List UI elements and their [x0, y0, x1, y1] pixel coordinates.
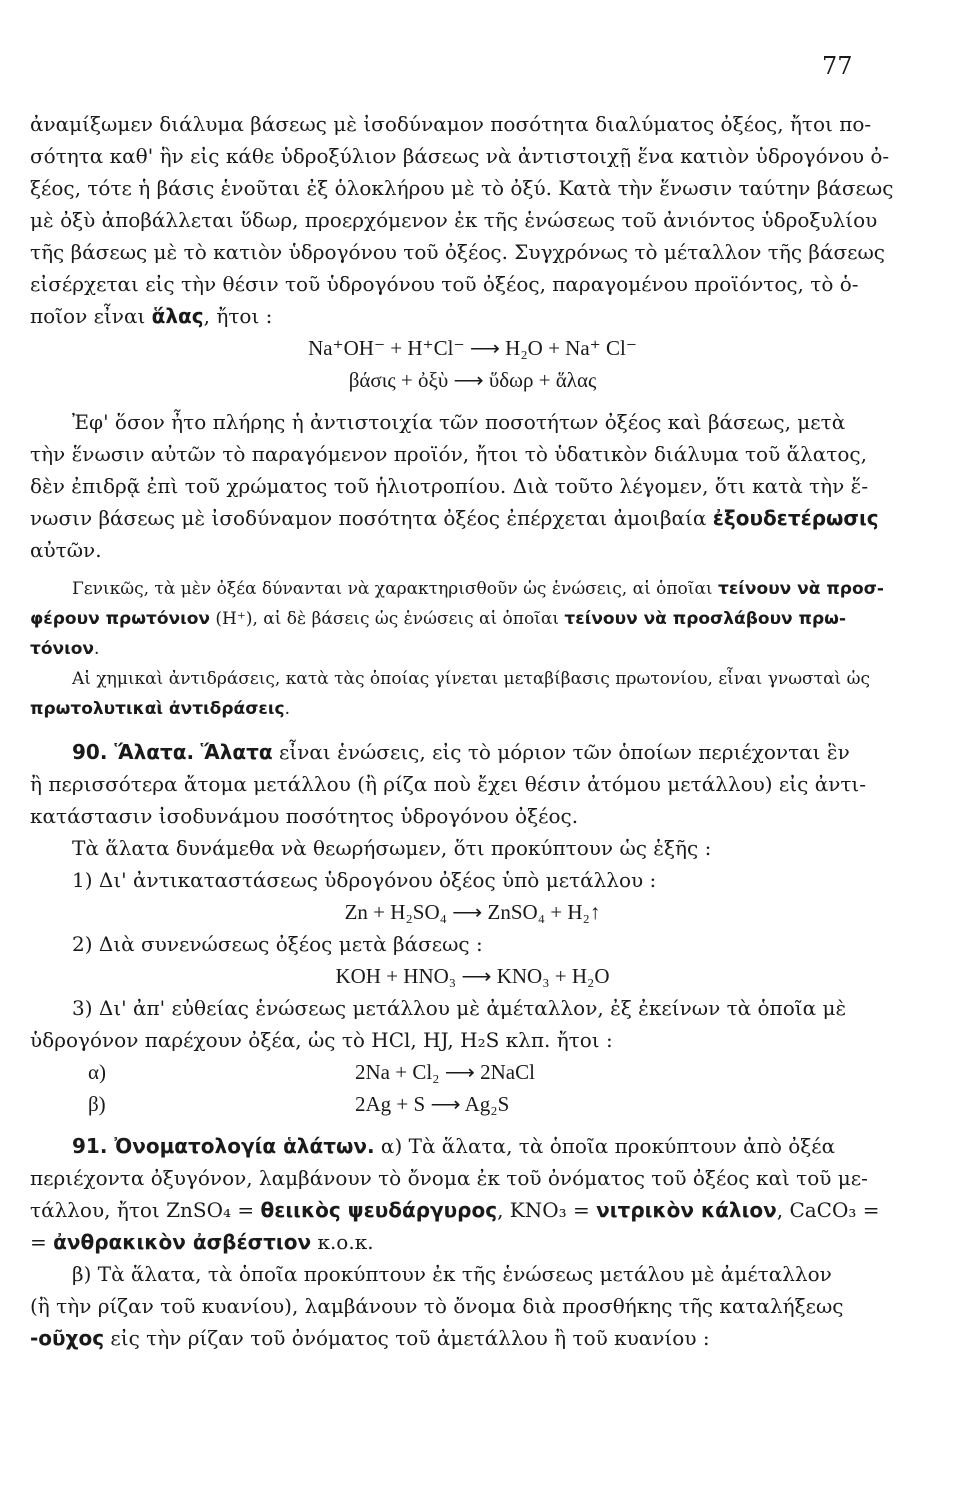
bold-span: τείνουν νὰ προσ- [718, 579, 884, 599]
text-span: α) Τὰ ἅλατα, τὰ ὁποῖα προκύπτουν ἀπὸ ὀξέα [374, 1134, 836, 1158]
page-body [30, 108, 915, 1354]
equation-expression: 2Na + Cl₂ ⟶ 2NaCl [355, 1060, 535, 1084]
text-span: , ἤτοι : [203, 304, 273, 328]
text-span: . [94, 639, 100, 659]
text-line: αὐτῶν. [30, 538, 102, 562]
text-span: εἶναι ἑνώσεις, εἰς τὸ μόριον τῶν ὁποίων περιέχονται ἓν [272, 740, 850, 764]
text-line [30, 606, 915, 636]
text-line [30, 1322, 915, 1354]
section-heading: 91. Ὀνοματολογία ἁλάτων. [72, 1134, 375, 1158]
text-line: κατάστασιν ἰσοδυνάμου ποσότητος ὑδρογόνου ὀξέος. [30, 804, 579, 828]
term-neutralization: ἐξουδετέρωσις [712, 506, 879, 530]
bold-span: τόνιον [30, 639, 94, 659]
case-1: 1) Δι' ἀντικαταστάσεως ὑδρογόνου ὀξέος ὑπὸ μετάλλου : [72, 868, 657, 892]
text-line: τὴν ἕνωσιν αὐτῶν τὸ παραγόμενον προϊόν, ἤτοι τὸ ὑδατικὸν διάλυμα τοῦ ἅλατος, [30, 442, 867, 466]
equation-neutralization: Na⁺OH⁻ + H⁺Cl⁻ ⟶ H₂O + Na⁺ Cl⁻ [308, 336, 637, 360]
text-line: ἢ περισσότερα ἄτομα μετάλλου (ἢ ρίζα ποὺ ἔχει θέσιν ἀτόμου μετάλλου) εἰς ἀντι- [30, 772, 867, 796]
text-span: ποῖον εἶναι [30, 304, 152, 328]
bold-span: Ἅλατα [200, 740, 273, 764]
text-line [30, 576, 915, 606]
text-span: Γενικῶς, τὰ μὲν ὀξέα δύνανται νὰ χαρακτηρισθοῦν ὡς ἑνώσεις, αἱ ὁποῖαι [72, 579, 718, 599]
text-line: περιέχοντα ὀξυγόνον, λαμβάνουν τὸ ὄνομα ἐκ τοῦ ὀνόματος τοῦ ὀξέος καὶ τοῦ με- [30, 1166, 868, 1190]
case-3: 3) Δι' ἀπ' εὐθείας ἑνώσεως μετάλλου μὲ ἀμέταλλον, ἐξ ἐκείνων τὰ ὁποῖα μὲ [72, 996, 847, 1020]
text-line: Τὰ ἅλατα δυνάμεθα νὰ θεωρήσωμεν, ὅτι προκύπτουν ὡς ἑξῆς : [72, 836, 712, 860]
equation-zn: Zn + H₂SO₄ ⟶ ZnSO₄ + H₂↑ [344, 900, 601, 924]
case-2: 2) Διὰ συνενώσεως ὀξέος μετὰ βάσεως : [72, 932, 483, 956]
bold-span: πρωτολυτικαὶ ἀντιδράσεις [30, 699, 285, 719]
bold-span: θειικὸς ψευδάργυρος [260, 1198, 498, 1222]
bold-span: ἀνθρακικὸν ἀσβέστιον [53, 1230, 312, 1254]
text-span: , CaCO₃ = [776, 1198, 880, 1222]
text-line: μὲ ὀξὺ ἀποβάλλεται ὕδωρ, προερχόμενον ἐκ τῆς ἑνώσεως τοῦ ἀνιόντος ὑδροξυλίου [30, 208, 878, 232]
text-line: τῆς βάσεως μὲ τὸ κατιὸν ὑδρογόνου τοῦ ὀξέος. Συγχρόνως τὸ μέταλλον τῆς βάσεως [30, 240, 885, 264]
equation-label: α) [88, 1060, 106, 1084]
equation-a [30, 1056, 915, 1088]
equation-b [30, 1088, 915, 1120]
text-span: = [30, 1230, 54, 1254]
text-line [30, 502, 915, 534]
small-print-note [30, 576, 915, 726]
section-heading: 90. Ἅλατα. [72, 740, 195, 764]
text-line: εἰσέρχεται εἰς τὴν θέσιν τοῦ ὑδρογόνου τοῦ ὀξέος, παραγομένου προϊόντος, τὸ ὁ- [30, 272, 859, 296]
text-line [30, 636, 915, 666]
text-line [30, 696, 915, 726]
equation-koh: KOH + HNO₃ ⟶ KNO₃ + H₂O [335, 964, 610, 988]
text-line [30, 1226, 915, 1258]
term-alas: ἅλας [151, 304, 204, 328]
bold-span: φέρουν πρωτόνιον [30, 609, 210, 629]
text-line: δὲν ἐπιδρᾷ ἐπὶ τοῦ χρώματος τοῦ ἡλιοτροπίου. Διὰ τοῦτο λέγομεν, ὅτι κατὰ τὴν ἕ- [30, 474, 869, 498]
text-line [30, 1194, 915, 1226]
text-line: Ἐφ' ὅσον ἦτο πλήρης ἡ ἀντιστοιχία τῶν ποσοτήτων ὀξέος καὶ βάσεως, μετὰ [72, 410, 846, 434]
section-90-title-line [30, 736, 915, 768]
text-line: Αἱ χημικαὶ ἀντιδράσεις, κατὰ τὰς ὁποίας γίνεται μεταβίβασις πρωτονίου, εἶναι γνωσταὶ ὡς [72, 669, 870, 689]
text-span: τάλλου, ἤτοι ZnSO₄ = [30, 1198, 261, 1222]
section-91-title-line [30, 1130, 915, 1162]
text-line [30, 300, 915, 332]
equation-label: β) [88, 1092, 106, 1116]
equation-words: βάσις + ὀξὺ ⟶ ὕδωρ + ἅλας [348, 368, 597, 392]
text-span: νωσιν βάσεως μὲ ἰσοδύναμον ποσότητα ὀξέος ἐπέρχεται ἀμοιβαία [30, 506, 713, 530]
text-line: (ἢ τὴν ρίζαν τοῦ κυανίου), λαμβάνουν τὸ ὄνομα διὰ προσθήκης τῆς καταλήξεως [30, 1294, 844, 1318]
text-span: εἰς τὴν ρίζαν τοῦ ὀνόματος τοῦ ἀμετάλλου ἢ τοῦ κυανίου : [104, 1326, 710, 1350]
text-line: ξέος, τότε ἡ βάσις ἑνοῦται ἐξ ὁλοκλήρου μὲ τὸ ὀξύ. Κατὰ τὴν ἕνωσιν ταύτην βάσεως [30, 176, 894, 200]
text-line: ὑδρογόνον παρέχουν ὀξέα, ὡς τὸ HCl, HJ, H₂S κλπ. ἤτοι : [30, 1028, 613, 1052]
text-line: β) Τὰ ἅλατα, τὰ ὁποῖα προκύπτουν ἐκ τῆς ἑνώσεως μετάλου μὲ ἀμέταλλον [72, 1262, 832, 1286]
text-line: ἀναμίξωμεν διάλυμα βάσεως μὲ ἰσοδύναμον ποσότητα διαλύματος ὀξέος, ἤτοι πο- [30, 112, 872, 136]
text-line: σότητα καθ' ἣν εἰς κάθε ὑδροξύλιον βάσεως νὰ ἀντιστοιχῇ ἕνα κατιὸν ὑδρογόνου ὀ- [30, 144, 890, 168]
text-span: (H⁺), αἱ δὲ βάσεις ὡς ἑνώσεις αἱ ὁποῖαι [209, 609, 565, 629]
bold-span: -οῦχος [30, 1326, 105, 1350]
text-span: . [284, 699, 290, 719]
bold-span: νιτρικὸν κάλιον [596, 1198, 777, 1222]
text-span: κ.ο.κ. [311, 1230, 374, 1254]
page-number: 77 [822, 52, 853, 80]
equation-expression: 2Ag + S ⟶ Ag₂S [355, 1092, 510, 1116]
bold-span: τείνουν νὰ προσλάβουν πρω- [564, 609, 847, 629]
text-span: , KNO₃ = [497, 1198, 597, 1222]
